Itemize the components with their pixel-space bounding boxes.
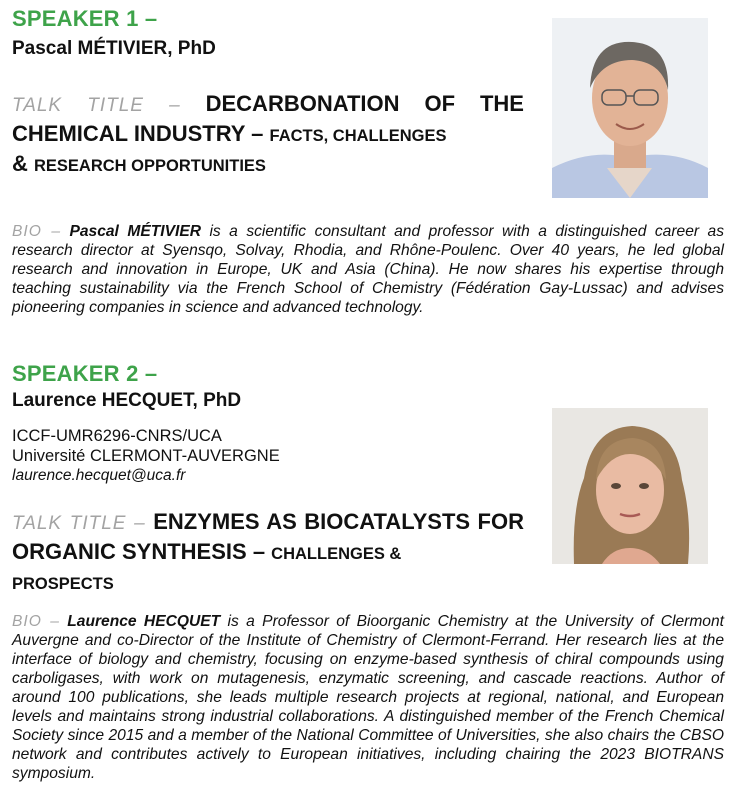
speaker-2-photo [552, 408, 708, 564]
affiliation-line-1: ICCF-UMR6296-CNRS/UCA [12, 427, 222, 445]
speaker-2-label: SPEAKER 2 – [12, 361, 158, 386]
talk-title-dash: – [245, 121, 270, 146]
talk-title-sub2: RESEARCH OPPORTUNITIES [34, 157, 266, 175]
speaker-1-bio [12, 222, 724, 317]
bio-name: Laurence HECQUET [67, 613, 221, 630]
talk-title-sub: CHALLENGES & [271, 545, 402, 563]
speaker-2-name: Laurence HECQUET, PhD [12, 390, 242, 411]
talk-title-amp: & [12, 151, 34, 176]
speaker-1-name: Pascal MÉTIVIER, PhD [12, 38, 216, 59]
bio-text: is a scientific consultant and professor with a distinguished career as research director at Syensqo, Solvay, Rhodia, and Rhône-Poulenc. Over 40 years, he led global research and innovation in Europe, UK and Asia (China). He now shares his expertise through teaching sustainability via the French School of Chemistry (Fédération Gay-Lussac) and advises pioneering companies in science and advanced technology. [12, 223, 724, 316]
speaker-1-label: SPEAKER 1 – [12, 6, 158, 31]
bio-label: BIO – [12, 613, 60, 630]
portrait-woman-icon [552, 408, 708, 564]
talk-title-sub: FACTS, CHALLENGES [269, 127, 447, 145]
bio-text: is a Professor of Bioorganic Chemistry at the University of Clermont Auvergne and co-Director of the Institute of Chemistry of Clermont-Ferrand. Her research lies at the interface of biology and chemistry, focusing on enzyme-based synthesis of chiral compounds using carboligases, with work on mutagenesis, enzymatic screening, and cascade reactions. Author of around 100 publications, she leads multiple research projects at regional, national, and European levels and maintains strong industrial collaborations. A distinguished member of the French Chemical Society since 2015 and a member of the National Committee of Universities, she also chairs the CBSO network and contributes actively to European initiatives, including chairing the 2023 BIOTRANS symposium. [12, 613, 724, 782]
talk-title-dash: – [246, 539, 272, 564]
speaker-2-bio [12, 612, 724, 783]
speaker-1-talk-title [12, 90, 524, 180]
talk-title-label: TALK TITLE – [12, 95, 181, 116]
talk-title-label: TALK TITLE – [12, 513, 146, 534]
speaker-2-affiliation [12, 426, 280, 486]
talk-title-main: ENZYMES AS BIOCATALYSTS FOR ORGANIC SYNTHESIS [12, 509, 524, 564]
speaker-2-talk-title [12, 508, 524, 598]
bio-name: Pascal MÉTIVIER [69, 223, 201, 240]
talk-title-main: DECARBONATION OF THE CHEMICAL INDUSTRY [12, 91, 524, 146]
email-link[interactable]: laurence.hecquet@uca.fr [12, 467, 186, 484]
speaker-1-photo [552, 18, 708, 198]
portrait-man-icon [552, 18, 708, 198]
affiliation-line-2: Université CLERMONT-AUVERGNE [12, 447, 280, 465]
bio-label: BIO – [12, 223, 61, 240]
talk-title-sub2: PROSPECTS [12, 575, 114, 593]
